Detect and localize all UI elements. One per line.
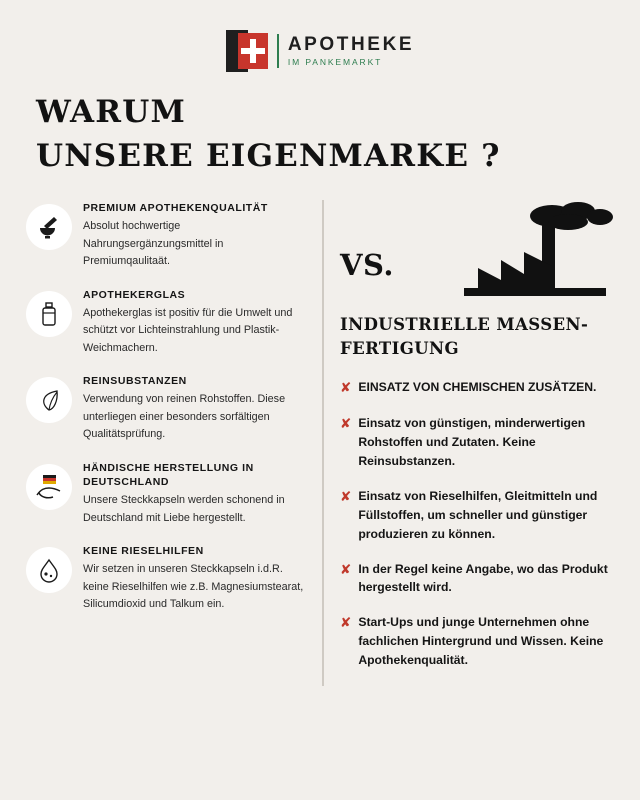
feature-item <box>26 460 308 527</box>
feature-title: KEINE RIESELHILFEN <box>83 545 204 558</box>
pros-column <box>26 200 322 686</box>
feature-text: Unsere Steckkapseln werden schonend in Deutschland mit Liebe hergestellt. <box>83 494 285 524</box>
feature-text: Absolut hochwertige Nahrungsergänzungsmittel in Premiumqaulitaät. <box>83 220 224 268</box>
cons-column <box>336 200 618 686</box>
feature-title: REINSUBSTANZEN <box>83 375 187 388</box>
list-item <box>340 560 618 598</box>
headline-line-1: WARUM <box>36 94 186 130</box>
feature-text: Wir setzen in unseren Steckkapseln i.d.R. keine Rieselhilfen wie z.B. Magnesiumstearat, Silicumdioxid und Talkum ein. <box>83 563 304 611</box>
feature-item <box>26 373 308 444</box>
feature-title: APOTHEKERGLAS <box>83 288 186 301</box>
comparison-container <box>0 200 640 686</box>
pharmacy-cross-icon <box>226 30 268 72</box>
con-text: Start-Ups und junge Unternehmen ohne fachlichen Hintergrund und Wissen. Keine Apothekenqualität. <box>358 615 604 668</box>
water-drop-icon <box>26 547 72 593</box>
mortar-pestle-icon <box>26 204 72 250</box>
feature-item <box>26 543 308 614</box>
vs-label: VS. <box>340 248 395 283</box>
feature-item <box>26 287 308 358</box>
cons-list <box>340 378 618 670</box>
hand-german-flag-icon <box>26 464 72 510</box>
list-item <box>340 613 618 670</box>
glass-bottle-icon <box>26 291 72 337</box>
feature-text: Apothekerglas ist positiv für die Umwelt und schützt vor Lichteinstrahlung und Plastik-Weichmachern. <box>83 306 293 354</box>
con-text: EINSATZ VON CHEMISCHEN ZUSÄTZEN. <box>358 379 597 394</box>
list-item <box>340 414 618 471</box>
vs-row <box>340 200 618 307</box>
brand-logo <box>0 0 640 72</box>
leaf-icon <box>26 377 72 423</box>
con-text: In der Regel keine Angabe, wo das Produkt hergestellt wird. <box>358 561 608 595</box>
x-mark-icon: ✘ <box>340 561 352 578</box>
logo-divider <box>277 34 279 68</box>
con-text: Einsatz von günstigen, minderwertigen Rohstoffen und Zutaten. Keine Reinsubstanzen. <box>358 416 586 468</box>
column-divider <box>322 200 324 686</box>
page-title <box>36 90 640 178</box>
factory-smoke-icon <box>456 202 616 307</box>
con-text: Einsatz von Rieselhilfen, Gleitmitteln und Füllstoffen, um schneller und günstiger produzieren zu können. <box>358 488 598 541</box>
feature-text: Verwendung von reinen Rohstoffen. Diese unterliegen einer besonders sorfältigen Qualitätsprüfung. <box>83 393 286 441</box>
x-mark-icon: ✘ <box>340 488 352 505</box>
list-item <box>340 487 618 544</box>
headline-line-2: UNSERE EIGENMARKE ? <box>36 138 501 175</box>
feature-title: PREMIUM APOTHEKENQUALITÄT <box>83 202 268 215</box>
x-mark-icon: ✘ <box>340 615 352 632</box>
list-item <box>340 378 618 398</box>
x-mark-icon: ✘ <box>340 416 352 433</box>
feature-title: HÄNDISCHE HERSTELLUNG IN DEUTSCHLAND <box>83 461 254 489</box>
x-mark-icon: ✘ <box>340 379 352 396</box>
logo-text <box>288 35 414 67</box>
logo-name: APOTHEKE <box>287 33 415 55</box>
cons-title: INDUSTRIELLE MASSEN-FERTIGUNG <box>340 315 589 358</box>
logo-tagline: IM PANKEMARKT <box>287 56 383 67</box>
feature-item <box>26 200 308 271</box>
